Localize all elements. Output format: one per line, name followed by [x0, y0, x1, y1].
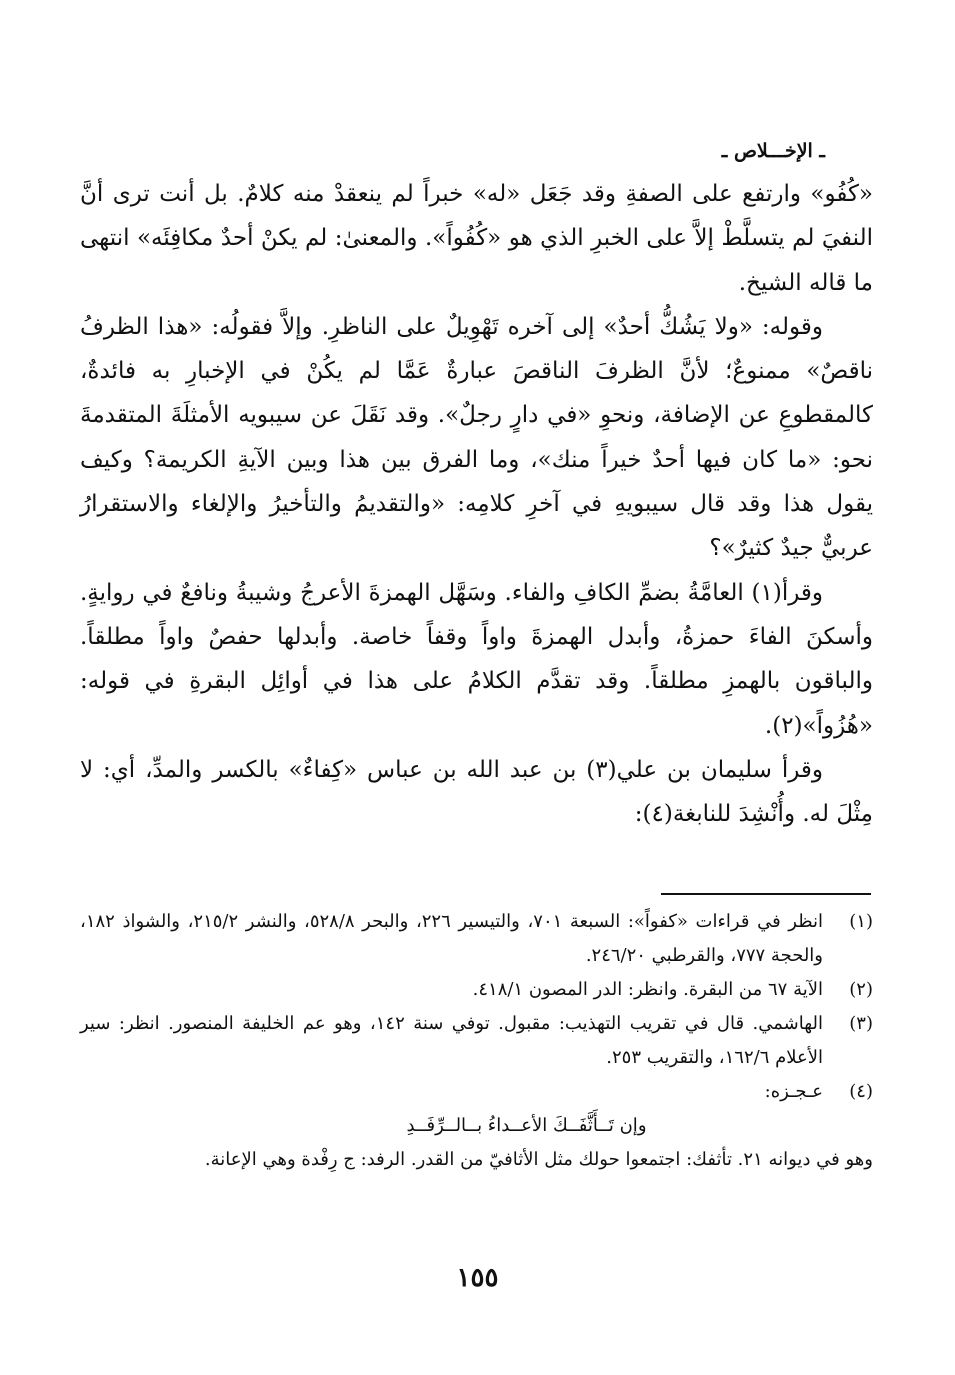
paragraph: وقرأ(١) العامَّةُ بضمِّ الكافِ والفاء. وسَهَّل الهمزةَ الأعرجُ وشيبةُ ونافعٌ في روايةٍ. وأسكنَ الفاءَ حمزةُ، وأبدل الهمزةَ واواً وقفاً خاصة. وأبدلها حفصٌ واواً مطلقاً. والباقون بالهمزِ مطلقاً. وقد تقدَّم الكلامُ على هذا في أوائِل البقرةِ في قوله: «هُزُواً»(٢). [80, 579, 873, 739]
footnote [80, 1075, 873, 1109]
footnote [80, 973, 873, 1007]
footnote-number: (١) [849, 911, 873, 932]
footnote-text: الهاشمي. قال في تقريب التهذيب: مقبول. توفي سنة ١٤٢، وهو عم الخليفة المنصور. انظر: سير الأعلام ١٦٢/٦، والتقريب ٢٥٣. [80, 1013, 823, 1068]
footnote-text: عـجـزه: [764, 1081, 823, 1102]
running-header: ـ الإخـــلاص ـ [721, 140, 825, 162]
footnote-number: (٢) [849, 979, 873, 1000]
footnote [80, 1007, 873, 1075]
paragraph: وقوله: «ولا يَشُكُّ أحدٌ» إلى آخره تَهْوِيلٌ على الناظرِ. وإلاَّ فقولُه: «هذا الظرفُ ناقصٌ» ممنوعٌ؛ لأنَّ الظرفَ الناقصَ عبارةٌ عَمَّا لم يكُنْ في الإخبارِ به فائدةٌ، كالمقطوعِ عن الإضافة، ونحوِ «في دارٍ رجلٌ». وقد نَقَلَ عن سيبويه الأمثلَةَ المتقدمةَ نحو: «ما كان فيها أحدٌ خيراً منك»، وما الفرق بين هذا وبين الآيةِ الكريمة؟ وكيف يقول هذا وقد قال سيبويهِ في آخرِ كلامِه: «والتقديمُ والتأخيرُ والإلغاء والاستقرارُ عربيٌّ جيدٌ كثيرٌ»؟ [80, 313, 873, 562]
poetry-verse: وإن تَــأَثَّفَــكَ الأعــداءُ بــالــرِّفَــدِ [406, 1115, 647, 1136]
main-text [80, 172, 873, 836]
footnote-text: انظر في قراءات «كفواً»: السبعة ٧٠١، والتيسير ٢٢٦، والبحر ٥٢٨/٨، والنشر ٢١٥/٢، والشواذ ١٨٢، والحجة ٧٧٧، والقرطبي ٢٤٦/٢٠. [80, 911, 823, 966]
page-number: ١٥٥ [456, 1263, 499, 1293]
footnote-text: الآية ٦٧ من البقرة. وانظر: الدر المصون ٤١٨/١. [472, 979, 823, 1000]
footnote-divider [661, 893, 871, 895]
paragraph: وقرأ سليمان بن علي(٣) بن عبد الله بن عباس «كِفاءٌ» بالكسر والمدِّ، أي: لا مِثْلَ له. وأُنْشِدَ للنابغة(٤): [80, 756, 873, 828]
footnote [80, 905, 873, 973]
footnote-number: (٣) [849, 1013, 873, 1034]
footnote-number: (٤) [849, 1081, 873, 1102]
footnotes [80, 905, 873, 1177]
paragraph: «كُفُو» وارتفع على الصفةِ وقد جَعَل «له» خبراً لم ينعقدْ منه كلامٌ. بل أنت ترى أنَّ النفيَ لم يتسلَّطْ إلاَّ على الخبرِ الذي هو «كُفُواً». والمعنىٰ: لم يكنْ أحدٌ مكافِئَه» انتهى ما قاله الشيخ. [80, 181, 873, 296]
footnote-continuation: وهو في ديوانه ٢١. تأثفك: اجتمعوا حولك مثل الأثافيّ من القدر. الرفد: ج رِفْدة وهي الإعانة. [204, 1149, 873, 1170]
